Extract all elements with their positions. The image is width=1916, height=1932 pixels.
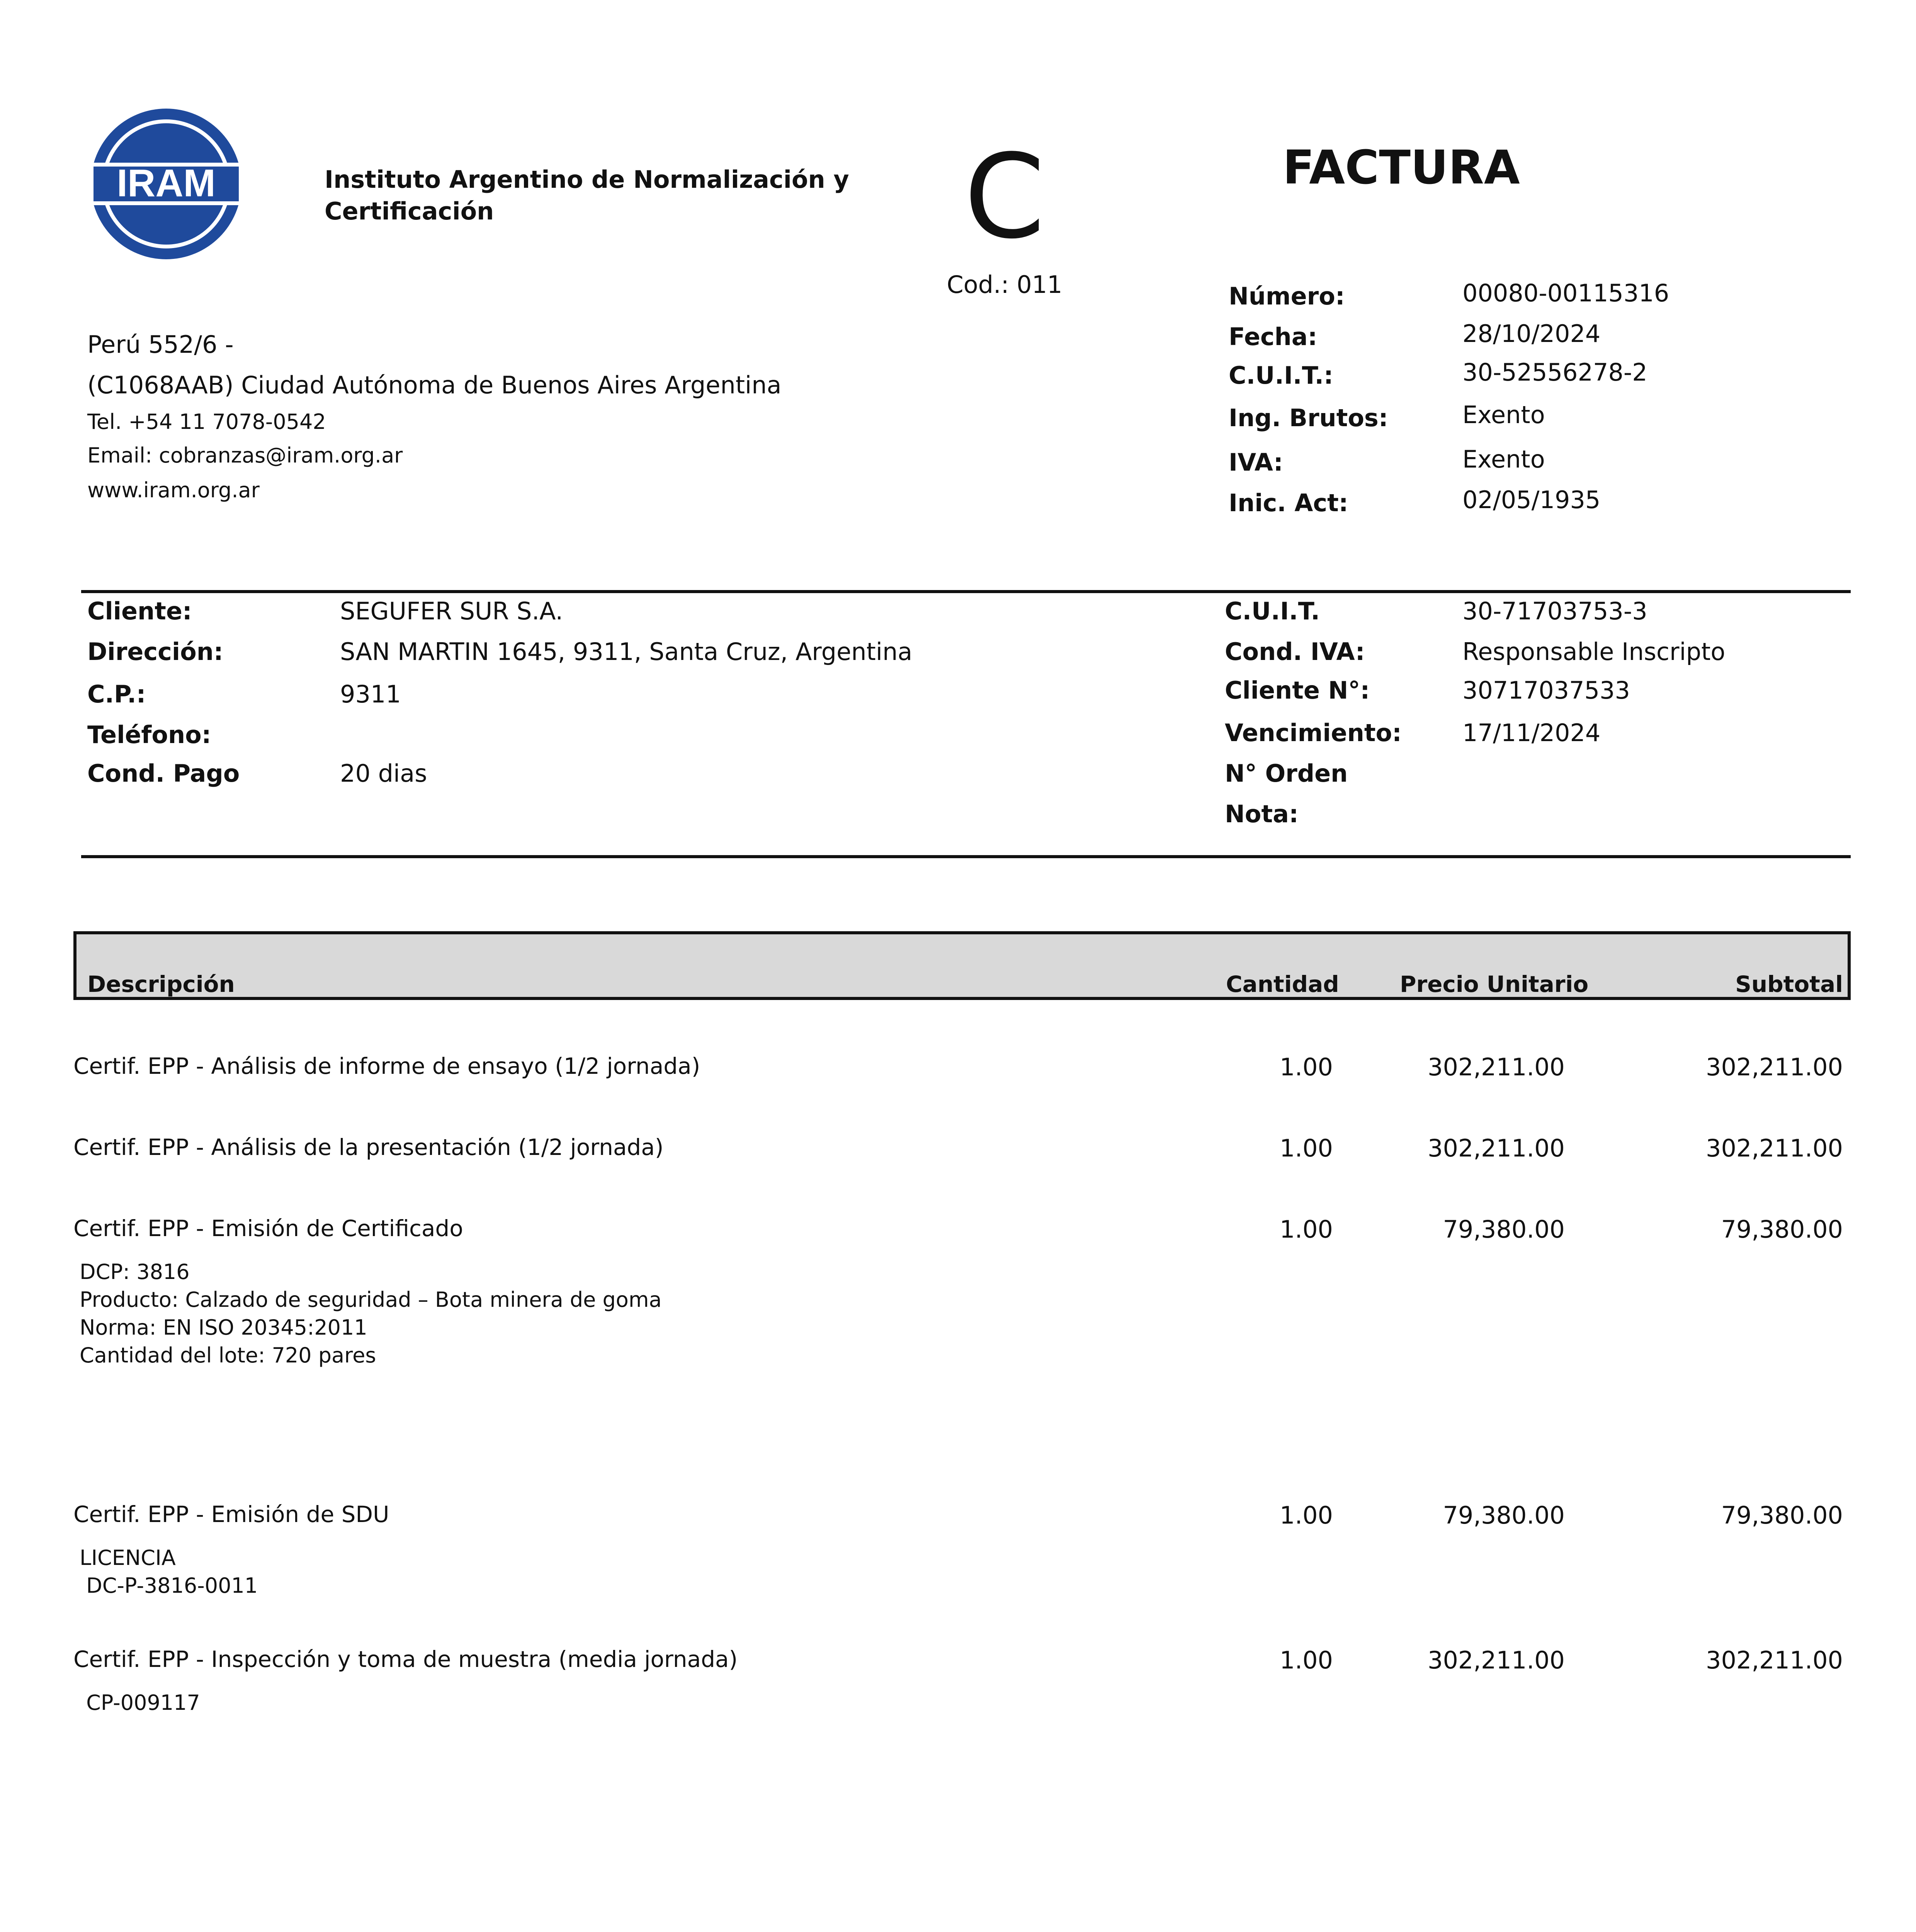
client-label: Cliente N°: [1225,676,1370,704]
issuer-phone: Tel. +54 11 7078-0542 [87,410,326,434]
column-header-quantity: Cantidad [1226,971,1339,997]
issuer-name: Instituto Argentino de Normalización y [325,165,849,194]
header-info-value: Exento [1462,445,1545,473]
item-note: DCP: 3816 [80,1260,190,1284]
item-subtotal: 79,380.00 [1721,1501,1843,1529]
item-note: LICENCIA [80,1546,176,1570]
issuer-email: Email: cobranzas@iram.org.ar [87,443,403,468]
invoice-code: Cod.: 011 [947,270,1063,299]
item-unit-price: 79,380.00 [1443,1215,1565,1243]
item-unit-price: 302,211.00 [1428,1646,1565,1674]
item-note: CP-009117 [80,1690,200,1715]
item-description: Certif. EPP - Inspección y toma de muestra (media jornada) [73,1646,738,1672]
item-subtotal: 302,211.00 [1706,1134,1843,1162]
header-info-label: Inic. Act: [1229,489,1348,517]
issuer-address: Perú 552/6 - [87,330,234,359]
client-value: 30717037533 [1462,676,1630,704]
item-subtotal: 302,211.00 [1706,1646,1843,1674]
header-info-label: Fecha: [1229,323,1318,351]
header-info-value: Exento [1462,401,1545,429]
client-label: Vencimiento: [1225,719,1402,747]
table-header [73,931,1851,1000]
client-value: Responsable Inscripto [1462,638,1726,666]
client-value: 9311 [340,680,401,708]
client-label: N° Orden [1225,759,1348,787]
client-label: Cond. Pago [87,759,240,787]
header-info-label: C.U.I.T.: [1229,361,1333,389]
client-value: SAN MARTIN 1645, 9311, Santa Cruz, Argentina [340,638,913,666]
client-value: 20 dias [340,759,427,787]
header-info-value: 30-52556278-2 [1462,358,1647,386]
item-note: Producto: Calzado de seguridad – Bota minera de goma [80,1287,662,1312]
item-quantity: 1.00 [1279,1646,1333,1674]
item-note: DC-P-3816-0011 [80,1573,258,1598]
item-description: Certif. EPP - Emisión de Certificado [73,1215,463,1242]
invoice-title: FACTURA [1283,141,1520,195]
item-description: Certif. EPP - Análisis de la presentación (1/2 jornada) [73,1134,664,1160]
item-quantity: 1.00 [1279,1134,1333,1162]
header-info-label: IVA: [1229,448,1283,476]
client-label: Cliente: [87,597,192,625]
client-value: 30-71703753-3 [1462,597,1647,625]
item-note: Norma: EN ISO 20345:2011 [80,1315,367,1340]
logo-text: IRAM [117,162,216,205]
client-label: C.U.I.T. [1225,597,1320,625]
column-header-description: Descripción [87,971,235,997]
divider [81,855,1851,858]
header-info-value: 00080-00115316 [1462,279,1669,307]
client-value: SEGUFER SUR S.A. [340,597,563,625]
item-note: Cantidad del lote: 720 pares [80,1343,376,1367]
item-subtotal: 79,380.00 [1721,1215,1843,1243]
item-unit-price: 302,211.00 [1428,1134,1565,1162]
item-unit-price: 302,211.00 [1428,1053,1565,1081]
item-quantity: 1.00 [1279,1215,1333,1243]
header-info-value: 28/10/2024 [1462,320,1601,348]
header-info-value: 02/05/1935 [1462,486,1601,514]
client-label: Dirección: [87,638,223,666]
iram-logo [89,107,243,261]
item-quantity: 1.00 [1279,1053,1333,1081]
divider [81,590,1851,593]
client-label: Teléfono: [87,721,211,749]
issuer-name-2: Certificación [325,197,494,225]
header-info-label: Número: [1229,282,1345,310]
client-label: C.P.: [87,680,146,708]
item-unit-price: 79,380.00 [1443,1501,1565,1529]
header-info-label: Ing. Brutos: [1229,404,1388,432]
issuer-address-2: (C1068AAB) Ciudad Autónoma de Buenos Aires Argentina [87,371,782,399]
column-header-subtotal: Subtotal [1735,971,1843,997]
item-description: Certif. EPP - Emisión de SDU [73,1501,389,1527]
issuer-web: www.iram.org.ar [87,478,260,502]
item-subtotal: 302,211.00 [1706,1053,1843,1081]
item-description: Certif. EPP - Análisis de informe de ensayo (1/2 jornada) [73,1053,700,1079]
client-value: 17/11/2024 [1462,719,1601,747]
client-label: Nota: [1225,800,1299,828]
client-label: Cond. IVA: [1225,638,1365,666]
item-quantity: 1.00 [1279,1501,1333,1529]
invoice-letter: C [964,129,1045,264]
column-header-unit-price: Precio Unitario [1400,971,1589,997]
